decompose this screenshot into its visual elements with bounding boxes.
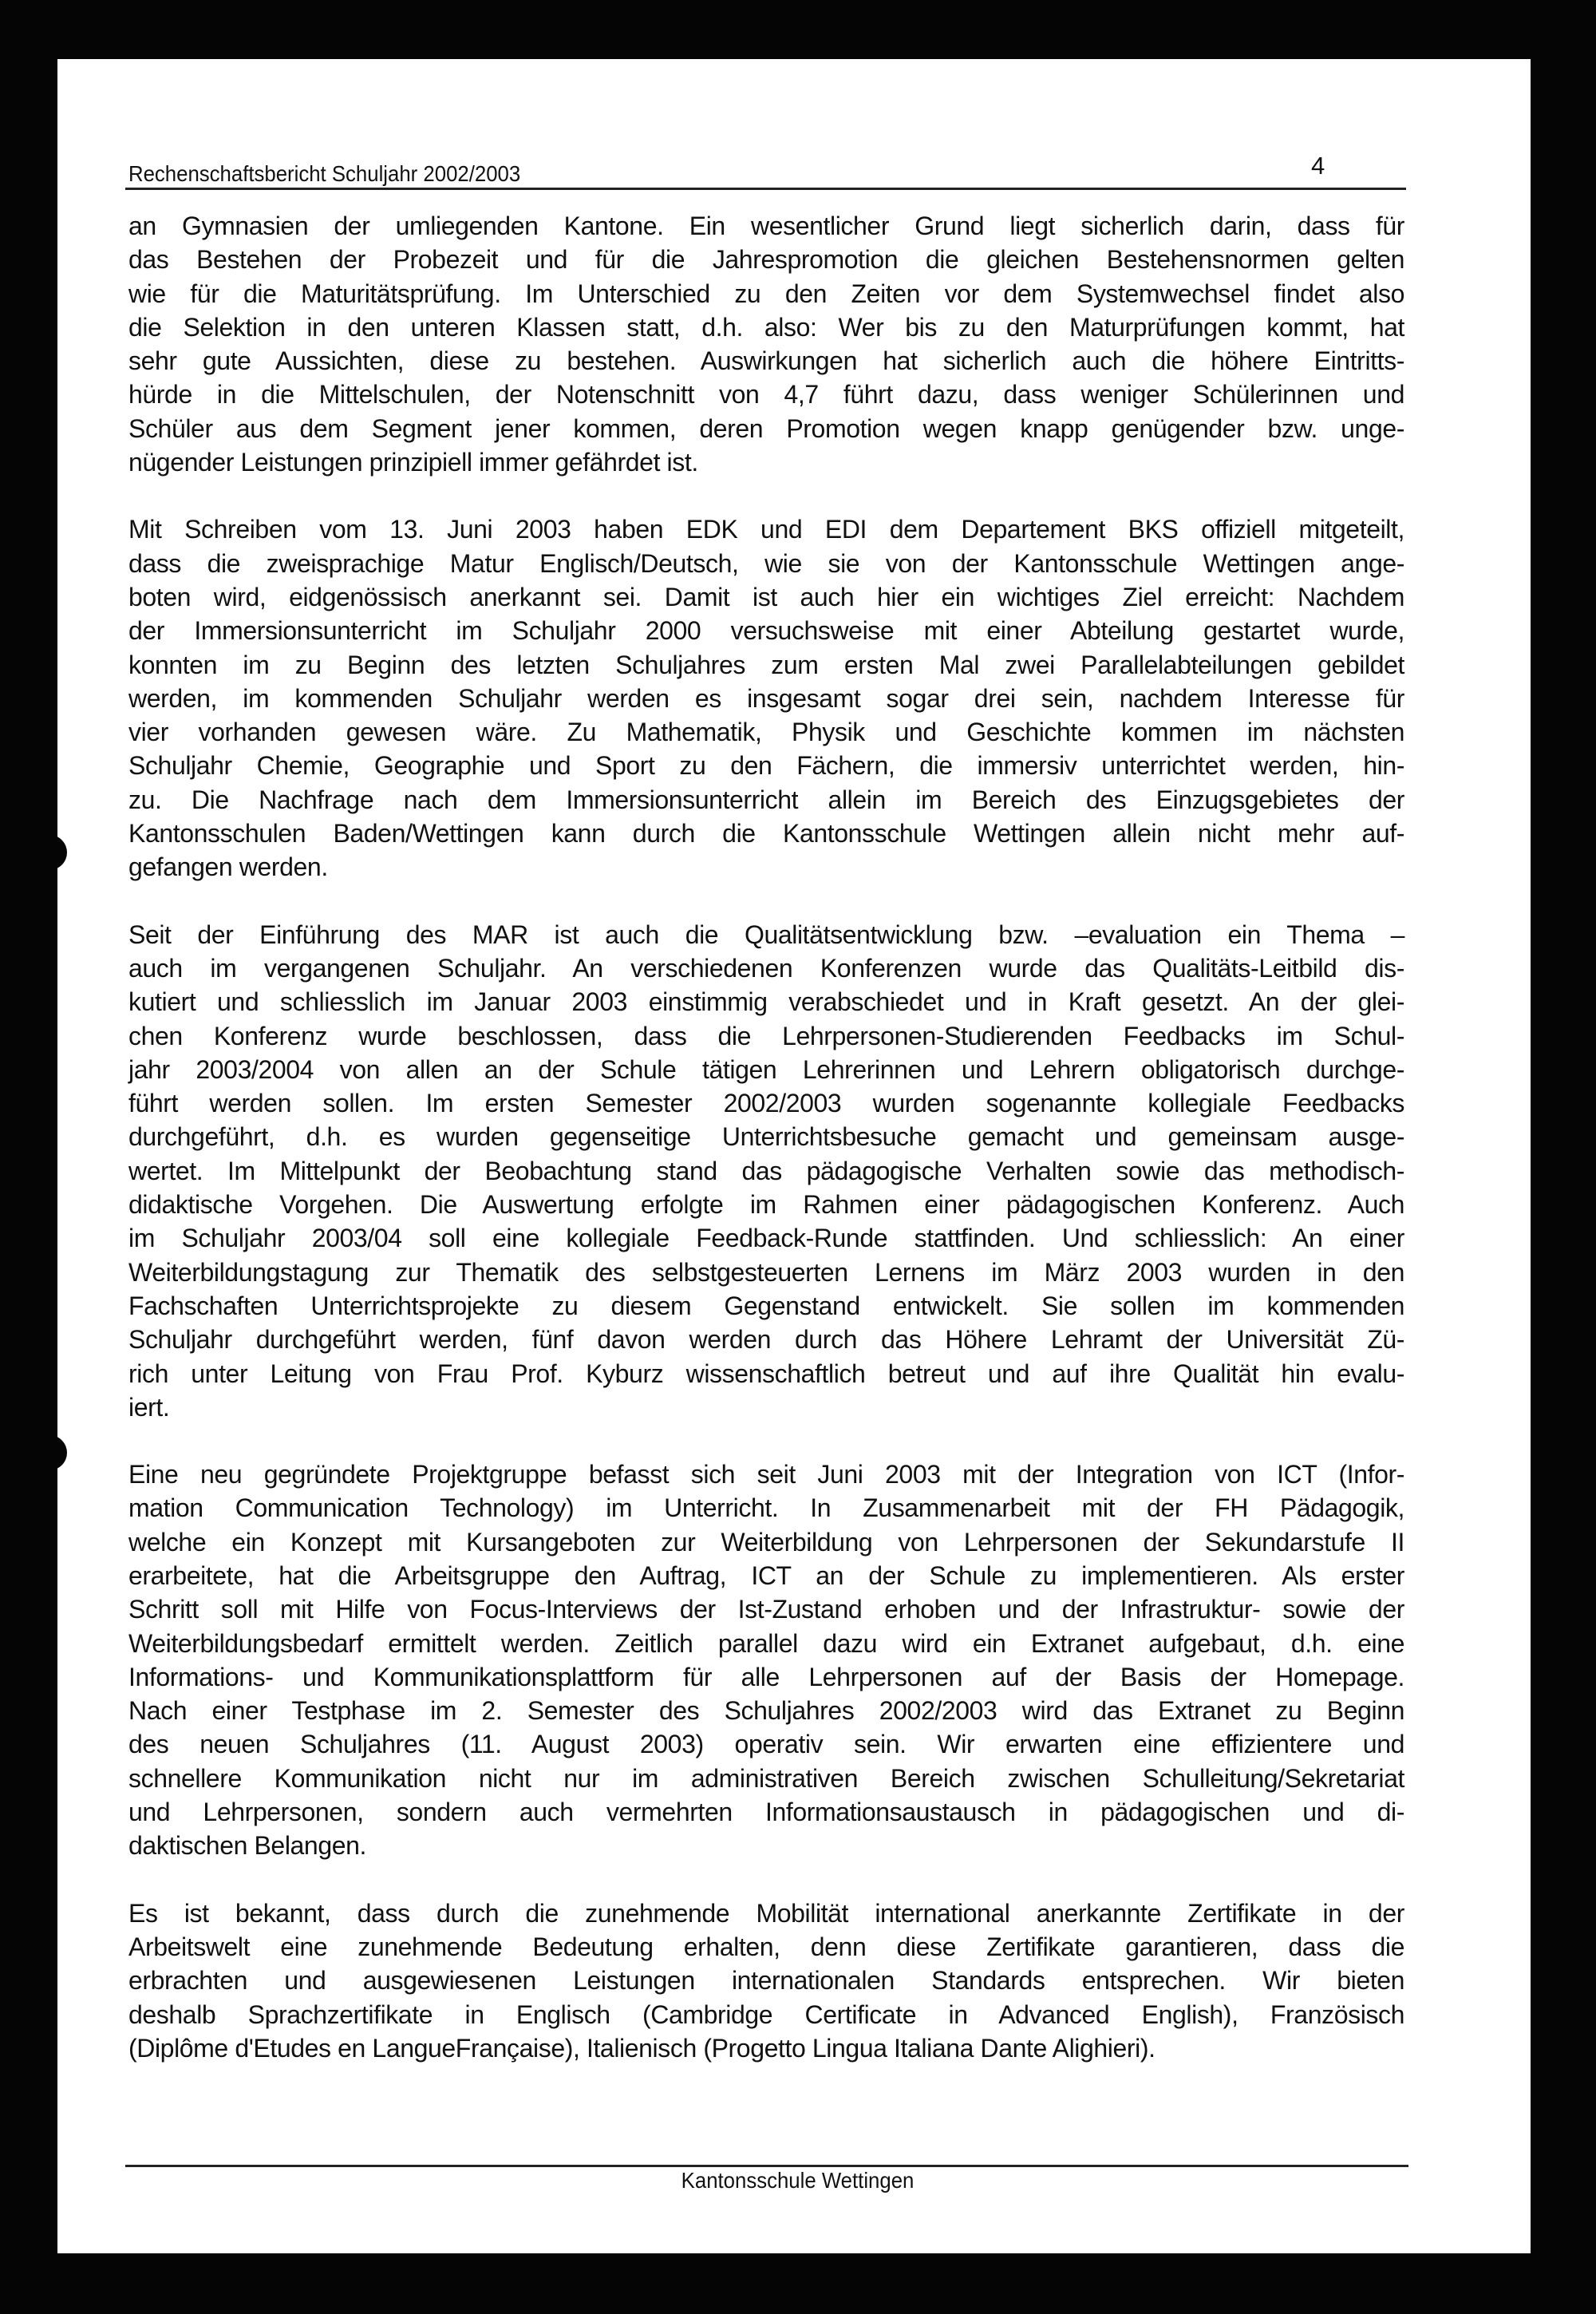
- text-line: Eine neu gegründete Projektgruppe befasst sich seit Juni 2003 mit der Integration von ICT (Infor-: [128, 1460, 1404, 1489]
- punch-hole-top: [32, 835, 67, 870]
- text-line: Schüler aus dem Segment jener kommen, deren Promotion wegen knapp genügender bzw. unge-: [128, 413, 1404, 443]
- text-line: des neuen Schuljahres (11. August 2003) operativ sein. Wir erwarten eine effizientere und: [128, 1730, 1404, 1759]
- text-line: hürde in die Mittelschulen, der Notenschnitt von 4,7 führt dazu, dass weniger Schülerinnen und: [128, 380, 1404, 409]
- text-line: die Selektion in den unteren Klassen statt, d.h. also: Wer bis zu den Maturprüfungen kommt, hat: [128, 312, 1404, 342]
- text-line: das Bestehen der Probezeit und für die Jahrespromotion die gleichen Bestehensnormen gelten: [128, 245, 1404, 275]
- paragraph: [128, 918, 1404, 1424]
- text-line: Weiterbildungstagung zur Thematik des selbstgesteuerten Lernens im März 2003 wurden in den: [128, 1257, 1404, 1287]
- text-line: Informations- und Kommunikationsplattform für alle Lehrpersonen auf der Basis der Homepage.: [128, 1662, 1404, 1691]
- text-line: und Lehrpersonen, sondern auch vermehrten Informationsaustausch in pädagogischen und di-: [128, 1798, 1404, 1827]
- text-line: vier vorhanden gewesen wäre. Zu Mathematik, Physik und Geschichte kommen im nächsten: [128, 718, 1404, 747]
- footer-rule: [125, 2165, 1408, 2167]
- body-text: [128, 209, 1404, 2065]
- paragraph: [128, 512, 1404, 884]
- text-line: Nach einer Testphase im 2. Semester des Schuljahres 2002/2003 wird das Extranet zu Beginn: [128, 1696, 1404, 1726]
- text-line: Kantonsschulen Baden/Wettingen kann durch die Kantonsschule Wettingen allein nicht mehr auf-: [128, 819, 1404, 848]
- text-line: deshalb Sprachzertifikate in Englisch (Cambridge Certificate in Advanced English), Französisch: [128, 2000, 1404, 2029]
- text-line: wertet. Im Mittelpunkt der Beobachtung stand das pädagogische Verhalten sowie das methodisch-: [128, 1156, 1404, 1185]
- text-line: der Immersionsunterricht im Schuljahr 2000 versuchsweise mit einer Abteilung gestartet wurde,: [128, 616, 1404, 646]
- paragraph: [128, 1458, 1404, 1863]
- text-line: Arbeitswelt eine zunehmende Bedeutung erhalten, denn diese Zertifikate garantieren, dass die: [128, 1932, 1404, 1961]
- text-line: daktischen Belangen.: [128, 1831, 367, 1861]
- text-line: Schuljahr Chemie, Geographie und Sport zu den Fächern, die immersiv unterrichtet werden, hin-: [128, 751, 1404, 781]
- text-line: Fachschaften Unterrichtsprojekte zu diesem Gegenstand entwickelt. Sie sollen im kommenden: [128, 1291, 1404, 1320]
- text-line: durchgeführt, d.h. es wurden gegenseitige Unterrichtsbesuche gemacht und gemeinsam ausge-: [128, 1122, 1404, 1152]
- text-line: führt werden sollen. Im ersten Semester 2002/2003 wurden sogenannte kollegiale Feedbacks: [128, 1089, 1404, 1118]
- text-line: didaktische Vorgehen. Die Auswertung erfolgte im Rahmen einer pädagogischen Konferenz. Auch: [128, 1190, 1404, 1220]
- text-line: werden, im kommenden Schuljahr werden es insgesamt sogar drei sein, nachdem Interesse für: [128, 683, 1404, 713]
- text-line: rich unter Leitung von Frau Prof. Kyburz wissenschaftlich betreut und auf ihre Qualität hin evalu-: [128, 1359, 1404, 1388]
- text-line: Seit der Einführung des MAR ist auch die Qualitätsentwicklung bzw. –evaluation ein Thema –: [128, 920, 1404, 949]
- text-line: Schuljahr durchgeführt werden, fünf davon werden durch das Höhere Lehramt der Universität Zü-: [128, 1325, 1404, 1355]
- text-line: Es ist bekannt, dass durch die zunehmende Mobilität international anerkannte Zertifikate in der: [128, 1898, 1404, 1928]
- punch-hole-bottom: [32, 1435, 67, 1470]
- text-line: Mit Schreiben vom 13. Juni 2003 haben EDK und EDI dem Departement BKS offiziell mitgeteilt,: [128, 515, 1404, 544]
- text-line: erarbeitete, hat die Arbeitsgruppe den Auftrag, ICT an der Schule zu implementieren. Als erster: [128, 1560, 1404, 1590]
- text-line: mation Communication Technology) im Unterricht. In Zusammenarbeit mit der FH Pädagogik,: [128, 1493, 1404, 1523]
- text-line: welche ein Konzept mit Kursangeboten zur Weiterbildung von Lehrpersonen der Sekundarstufe II: [128, 1527, 1404, 1557]
- header-rule: [125, 188, 1406, 190]
- text-line: schnellere Kommunikation nicht nur im administrativen Bereich zwischen Schulleitung/Sekretariat: [128, 1763, 1404, 1793]
- text-line: wie für die Maturitätsprüfung. Im Unterschied zu den Zeiten vor dem Systemwechsel findet also: [128, 279, 1404, 308]
- text-line: an Gymnasien der umliegenden Kantone. Ein wesentlicher Grund liegt sicherlich darin, dass für: [128, 212, 1404, 240]
- page-number: 4: [1311, 152, 1325, 180]
- footer: [0, 2168, 1596, 2193]
- text-line: kutiert und schliesslich im Januar 2003 einstimmig verabschiedet und in Kraft gesetzt. An der glei-: [128, 987, 1404, 1017]
- header-title: Rechenschaftsbericht Schuljahr 2002/2003: [128, 161, 521, 186]
- text-line: erbrachten und ausgewiesenen Leistungen internationalen Standards entsprechen. Wir bieten: [128, 1966, 1404, 1996]
- paragraph: [128, 209, 1404, 479]
- text-line: boten wird, eidgenössisch anerkannt sei. Damit ist auch hier ein wichtiges Ziel erreicht: Nachdem: [128, 582, 1404, 611]
- text-line: jahr 2003/2004 von allen an der Schule tätigen Lehrerinnen und Lehrern obligatorisch durchge-: [128, 1054, 1404, 1084]
- text-line: sehr gute Aussichten, diese zu bestehen. Auswirkungen hat sicherlich auch die höhere Eintritts-: [128, 346, 1404, 376]
- text-line: Weiterbildungsbedarf ermittelt werden. Zeitlich parallel dazu wird ein Extranet aufgebaut, d.h. eine: [128, 1628, 1404, 1658]
- text-line: im Schuljahr 2003/04 soll eine kollegiale Feedback-Runde stattfinden. Und schliesslich: An einer: [128, 1224, 1404, 1253]
- text-line: Schritt soll mit Hilfe von Focus-Interviews der Ist-Zustand erhoben und der Infrastruktur- sowie der: [128, 1595, 1404, 1624]
- text-line: iert.: [128, 1392, 170, 1422]
- text-line: zu. Die Nachfrage nach dem Immersionsunterricht allein im Bereich des Einzugsgebietes der: [128, 785, 1404, 814]
- text-line: chen Konferenz wurde beschlossen, dass die Lehrpersonen-Studierenden Feedbacks im Schul-: [128, 1021, 1404, 1050]
- text-line: (Diplôme d'Etudes en LangueFrançaise), Italienisch (Progetto Lingua Italiana Dante Alighieri).: [128, 2033, 1156, 2063]
- text-line: auch im vergangenen Schuljahr. An verschiedenen Konferenzen wurde das Qualitäts-Leitbild dis-: [128, 953, 1404, 983]
- text-line: gefangen werden.: [128, 852, 328, 882]
- paragraph: [128, 1897, 1404, 2065]
- text-line: dass die zweisprachige Matur Englisch/Deutsch, wie sie von der Kantonsschule Wettingen ange-: [128, 548, 1404, 578]
- text-line: konnten im zu Beginn des letzten Schuljahres zum ersten Mal zwei Parallelabteilungen gebildet: [128, 650, 1404, 679]
- footer-text: Kantonsschule Wettingen: [681, 2168, 915, 2193]
- text-line: nügender Leistungen prinzipiell immer gefährdet ist.: [128, 448, 698, 477]
